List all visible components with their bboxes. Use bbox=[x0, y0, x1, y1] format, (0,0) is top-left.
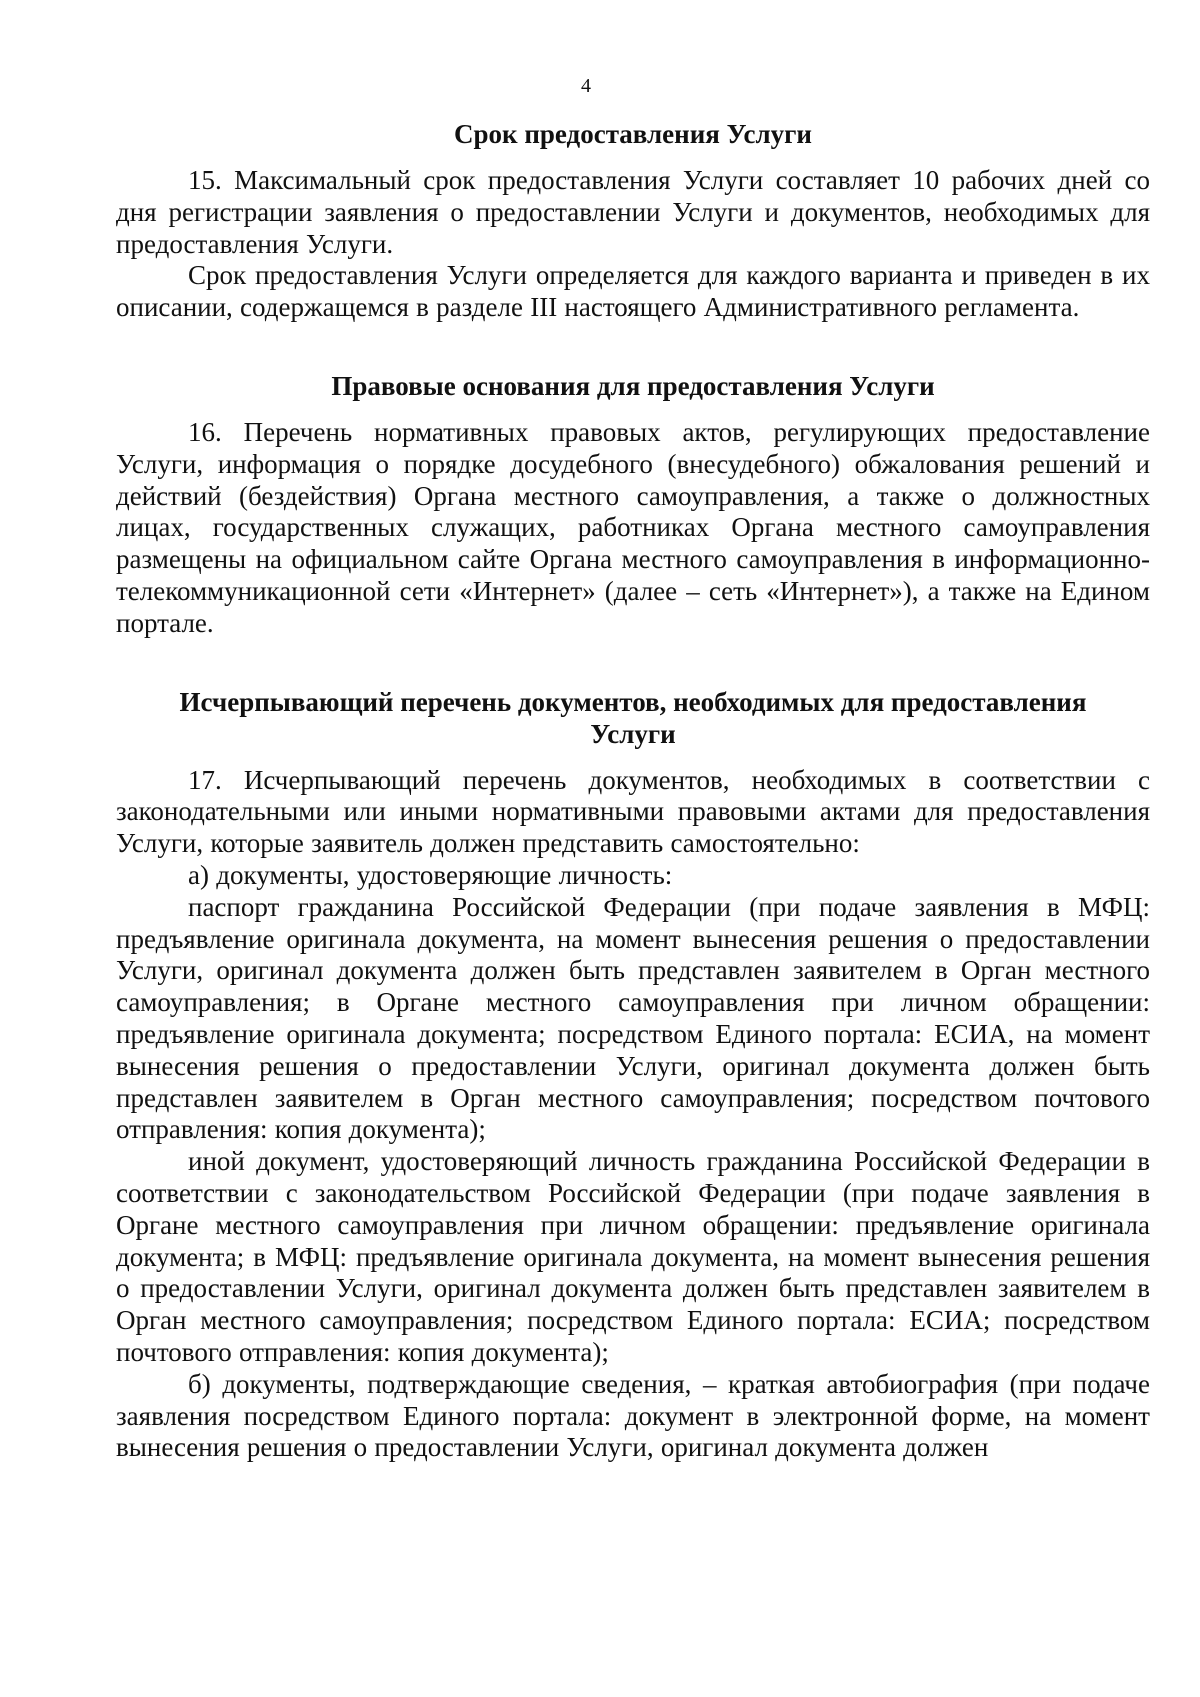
section-heading-service-term: Срок предоставления Услуги bbox=[454, 119, 812, 149]
section-heading-documents-line2: Услуги bbox=[590, 718, 676, 749]
paragraph-17-passport: паспорт гражданина Российской Федерации (при подаче заявления в МФЦ: предъявление оригинала документа, на момент вынесения решения о предоставлении Услуги, оригинал документа должен быть представлен заявителем в Орган местного самоуправления; в Органе местного самоуправления при личном обращении: предъявление оригинала документа; посредством Единого портала: ЕСИА, на момент вынесения решения о предоставлении Услуги, оригинал документа должен быть представлен заявителем в Орган местного самоуправления; посредством почтового отправления: копия документа); bbox=[116, 891, 1150, 1145]
section-heading-documents-list bbox=[116, 686, 1150, 750]
paragraph-17-item-b: б) документы, подтверждающие сведения, – краткая автобиография (при подаче заявления посредством Единого портала: документ в электронной форме, на момент вынесения решения о предоставлении Услуги, оригинал документа должен bbox=[116, 1368, 1150, 1463]
paragraph-17-item-a: а) документы, удостоверяющие личность: bbox=[188, 859, 673, 890]
section-heading-legal-basis: Правовые основания для предоставления Услуги bbox=[331, 370, 935, 401]
page-number: 4 bbox=[581, 75, 591, 97]
section-heading-documents-line1: Исчерпывающий перечень документов, необходимых для предоставления bbox=[179, 686, 1087, 717]
paragraph-15-term-note: Срок предоставления Услуги определяется для каждого варианта и приведен в их описании, содержащемся в разделе III настоящего Административного регламента. bbox=[116, 260, 1150, 323]
paragraph-16: 16. Перечень нормативных правовых актов, регулирующих предоставление Услуги, информация о порядке досудебного (внесудебного) обжалования решений и действий (бездействия) Органа местного самоуправления, а также о должностных лицах, государственных служащих, работниках Органа местного самоуправления размещены на официальном сайте Органа местного самоуправления в информационно-телекоммуникационной сети «Интернет» (далее – сеть «Интернет»), а также на Едином портале. bbox=[116, 416, 1150, 638]
paragraph-17-other-id: иной документ, удостоверяющий личность гражданина Российской Федерации в соответствии с законодательством Российской Федерации (при подаче заявления в Органе местного самоуправления при личном обращении: предъявление оригинала документа; в МФЦ: предъявление оригинала документа, на момент вынесения решения о предоставлении Услуги, оригинал документа должен быть представлен заявителем в Орган местного самоуправления; посредством Единого портала: ЕСИА; посредством почтового отправления: копия документа); bbox=[116, 1146, 1150, 1367]
paragraph-17: 17. Исчерпывающий перечень документов, необходимых в соответствии с законодательными или иными нормативными правовыми актами для предоставления Услуги, которые заявитель должен представить самостоятельно: bbox=[116, 764, 1150, 859]
paragraph-15: 15. Максимальный срок предоставления Услуги составляет 10 рабочих дней со дня регистрации заявления о предоставлении Услуги и документов, необходимых для предоставления Услуги. bbox=[116, 165, 1150, 259]
document-body bbox=[116, 118, 1150, 1464]
